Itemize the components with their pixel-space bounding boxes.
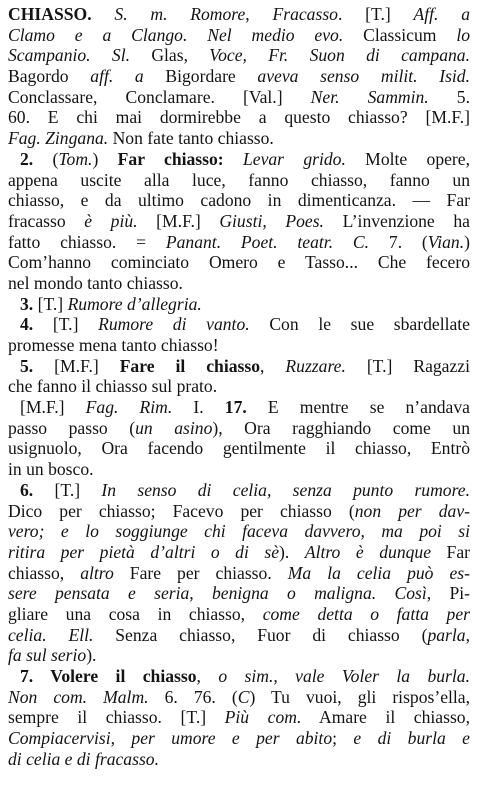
text-segment: Conclassare, Conclamare. [Val.] (8, 86, 311, 107)
entry-line (8, 397, 470, 418)
italic-text: Fracasso (272, 4, 338, 24)
text-segment: Molte opere, (345, 148, 470, 169)
text-segment: fracasso (8, 210, 85, 231)
italic-text: altro (80, 562, 114, 583)
bold-text: 3. (20, 293, 34, 314)
text-segment: fatto chiasso. = (8, 231, 166, 252)
text-segment: Classicum (343, 24, 457, 45)
text-segment: Fare per chiasso. (113, 562, 288, 583)
italic-text: non per dav- (354, 500, 470, 521)
entry-line (8, 149, 470, 170)
entry-line (8, 45, 470, 66)
bold-text: 4. (20, 314, 34, 335)
text-segment: 6. 76. ( (148, 686, 238, 707)
text-segment: ) (92, 148, 118, 169)
bold-text: 7. Volere il chiasso (20, 666, 197, 686)
italic-text: Scampanio. Sl. (8, 45, 130, 66)
entry-line (8, 687, 470, 708)
entry-line (8, 87, 470, 108)
entry-line (8, 542, 470, 563)
bold-text: 17. (224, 397, 247, 418)
italic-text: Ma la celia può es- (287, 562, 470, 583)
entry-line (8, 707, 470, 728)
entry-line (8, 645, 470, 666)
italic-text: e di burla e (353, 728, 470, 749)
text-segment: L’invenzione ha (323, 210, 470, 231)
italic-text: o sim., vale Voler la burla. (218, 666, 470, 686)
italic-text: Vian. (427, 231, 465, 252)
text-segment: sempre il chiasso. [T.] (8, 707, 225, 728)
italic-text: un asino (135, 417, 213, 438)
text-segment: ) Tu vuoi, gli rispos’ella, (249, 686, 470, 707)
italic-text: aff. a (90, 66, 144, 87)
text-segment: [T.] (33, 314, 99, 335)
text-segment: Dico per chiasso; Facevo per chiasso ( (8, 500, 355, 521)
italic-text: Giusti, Poes. (219, 210, 324, 231)
text-segment: ; (332, 728, 354, 749)
text-segment: 60. E chi mai dormirebbe a questo chiasso? [M.F.] (8, 107, 470, 128)
italic-text: Rumore di vanto. (98, 314, 250, 335)
italic-text: Tom. (58, 148, 93, 169)
bold-text: CHIASSO. (8, 4, 92, 24)
text-segment: Glas, (130, 45, 210, 66)
text-segment: I. (172, 397, 225, 418)
italic-text: In senso di celia, senza punto rumore. (101, 479, 470, 500)
text-segment: chiasso, e da ultimo cadono in dimenticanza. — Far (8, 190, 470, 211)
text-segment: promesse mena tanto chiasso! (8, 335, 219, 355)
text-segment: passo passo ( (8, 417, 136, 438)
entry-line (8, 438, 470, 459)
bold-text: 5. (20, 355, 34, 376)
italic-text: parla (427, 624, 466, 645)
text-segment: 5. (428, 86, 470, 107)
entry-line (8, 521, 470, 542)
text-segment: Bagordo (8, 66, 91, 87)
text-segment: [T.] (33, 293, 68, 314)
text-segment: usignuolo, Ora facendo gentilmente il chiasso, Entrò (8, 438, 470, 459)
italic-text: Più com. (224, 707, 302, 728)
entry-line (8, 66, 470, 87)
text-segment: ). (279, 541, 305, 562)
italic-text: Altro è dunque (304, 541, 432, 562)
text-segment: ( (33, 148, 59, 169)
text-segment: ). (86, 645, 97, 666)
text-segment: , (260, 355, 286, 376)
entry-line (8, 563, 470, 584)
entry-line (8, 252, 470, 273)
entry-line (8, 356, 470, 377)
entry-line (8, 604, 470, 625)
italic-text: Rumore d’allegria. (67, 293, 202, 314)
italic-text: Fag. Zingana. (8, 128, 109, 149)
italic-text: Aff. a (413, 4, 470, 24)
text-segment (92, 4, 115, 24)
text-segment: [M.F.] (20, 397, 86, 418)
entry-line (8, 501, 470, 522)
text-segment: , Pi- (426, 583, 470, 604)
text-segment: Senza chiasso, Fuor di chiasso ( (93, 624, 428, 645)
italic-text: Clamo e a Clango. Nel medio evo. (8, 24, 344, 45)
italic-text: Ner. Sammin. (310, 86, 429, 107)
text-segment: appena uscite alla luce, fanno chiasso, fanno un (8, 169, 470, 190)
italic-text: S. m. Romore (114, 4, 246, 24)
text-segment: Bigordare (143, 66, 258, 87)
italic-text: vero; e lo soggiunge chi faceva davvero, ma poi si (8, 521, 470, 542)
entry-line (8, 211, 470, 232)
entry-line (8, 480, 470, 501)
italic-text: è più. (84, 210, 138, 231)
italic-text: di celia e di fracasso. (8, 748, 159, 769)
bold-text: Far chiasso: (117, 148, 224, 169)
text-segment: Non fate tanto chiasso. (108, 128, 274, 149)
entry-line (8, 25, 470, 46)
entry-line (8, 4, 470, 25)
bold-text: 6. (20, 479, 34, 500)
text-segment: che fanno il chiasso sul prato. (8, 376, 218, 397)
entry-line (8, 418, 470, 439)
italic-text: Levar grido. (242, 148, 346, 169)
entry-line (8, 376, 470, 397)
italic-text: aveva senso milit. Isid. (257, 66, 470, 87)
bold-text: 2. (20, 148, 34, 169)
dictionary-entry (8, 4, 470, 769)
text-segment: [T.] (33, 479, 102, 500)
text-segment: 7. ( (369, 231, 428, 252)
text-segment: Amare il chiasso, (301, 707, 470, 728)
text-segment: Con le sue sbardellate (249, 314, 470, 335)
entry-line (8, 728, 470, 749)
text-segment: Com’hanno cominciato Omero e Tasso... Che fecero (8, 252, 470, 273)
bold-text: Fare il chiasso (119, 355, 261, 376)
text-segment: in un bosco. (8, 459, 94, 480)
text-segment: Far (431, 541, 470, 562)
italic-text: come detta o fatta per (262, 603, 470, 624)
text-segment: E mentre se n’andava (246, 397, 470, 418)
text-segment: . [T.] (337, 4, 414, 24)
entry-line (8, 749, 470, 770)
entry-line (8, 190, 470, 211)
text-segment: nel mondo tanto chiasso. (8, 272, 183, 293)
italic-text: Compiacervisi, per umore e per abito (8, 728, 333, 749)
entry-line (8, 314, 470, 335)
italic-text: ritira per pietà d’altri o di sè (8, 541, 280, 562)
text-segment: [T.] Ragazzi (345, 355, 470, 376)
entry-line (8, 335, 470, 356)
entry-line (8, 128, 470, 149)
text-segment: , (196, 666, 219, 686)
text-segment: chiasso, (8, 562, 81, 583)
italic-text: C (237, 686, 250, 707)
text-segment: [M.F.] (33, 355, 120, 376)
text-segment: , (465, 624, 470, 645)
text-segment (224, 149, 243, 169)
entry-line (8, 107, 470, 128)
italic-text: Ruzzare. (285, 355, 346, 376)
italic-text: celia. Ell. (8, 624, 94, 645)
italic-text: Panant. Poet. teatr. C. (165, 231, 370, 252)
text-segment: ) (464, 231, 470, 252)
italic-text: fa sul serio (8, 645, 87, 666)
entry-line (8, 273, 470, 294)
italic-text: lo (456, 24, 470, 45)
italic-text: Voce, Fr. Suon di campana. (209, 45, 470, 66)
text-segment: [M.F.] (137, 210, 220, 231)
entry-line (8, 666, 470, 687)
italic-text: Non com. Malm. (8, 686, 149, 707)
italic-text: sere pensata e seria, benigna o maligna. Così (8, 583, 427, 604)
entry-line (8, 232, 470, 253)
entry-line (8, 459, 470, 480)
text-segment: gliare una cosa in chiasso, (8, 603, 263, 624)
text-segment: ), Ora ragghiando come un (212, 417, 470, 438)
italic-text: Fag. Rim. (85, 397, 173, 418)
text-segment: , (245, 4, 273, 24)
entry-line (8, 170, 470, 191)
entry-line (8, 294, 470, 315)
entry-line (8, 583, 470, 604)
entry-line (8, 625, 470, 646)
